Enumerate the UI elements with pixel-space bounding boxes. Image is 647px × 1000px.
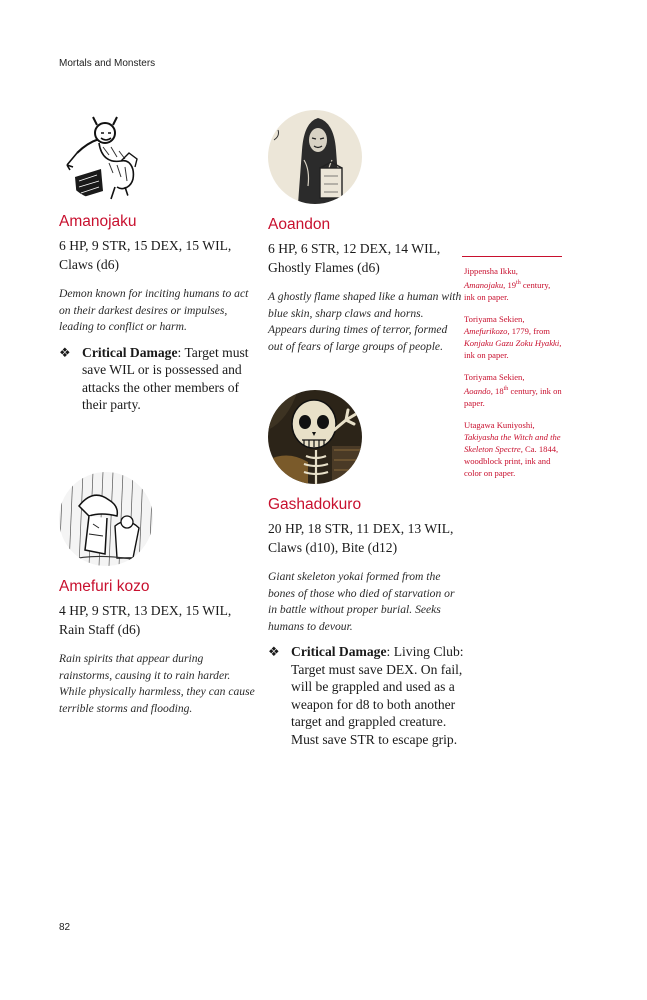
credit-date: 18 <box>495 385 504 396</box>
credit-date: 19 <box>507 279 517 290</box>
credit-details: century, ink on paper. <box>464 279 551 302</box>
monster-description: A ghostly flame shaped like a human with blue skin, sharp claws and horns. Appears during times of terror, formed out of fears of large groups of people. <box>268 290 462 353</box>
credit-title: Amefurikozo, <box>464 325 510 336</box>
credit-date-suffix: th <box>503 385 509 392</box>
image-credit <box>464 265 562 303</box>
critical-damage-text: : Living Club: Target must save DEX. On fail, will be grappled and used as a weapon for d8 to both another target and grappled creature. Must save STR to escape grip. <box>291 644 464 747</box>
credit-date: 1779, from <box>509 325 550 336</box>
giant-skeleton-illustration-icon <box>268 390 362 484</box>
monster-description: Demon known for inciting humans to act on their darkest desires or impulses, leading to conflict or harm. <box>59 287 249 333</box>
credit-date: Ca. 1844, woodblock print, ink and color on paper. <box>464 443 559 478</box>
monster-entry-gashadokuro <box>268 390 464 748</box>
monster-entry-amanojaku <box>59 107 255 414</box>
monster-name: Gashadokuro <box>268 496 362 513</box>
page-number: 82 <box>59 922 71 933</box>
diamond-bullet-icon: ❖ <box>268 644 280 659</box>
diamond-bullet-icon: ❖ <box>59 344 71 360</box>
credit-artist: Jippensha Ikku, <box>464 266 518 276</box>
image-credit <box>464 419 562 479</box>
critical-damage-label: Critical Damage <box>291 644 387 659</box>
critical-damage-text: : Target must save WIL or is possessed and attacks the other members of their party. <box>82 344 249 412</box>
monster-entry-amefuri-kozo <box>59 472 255 725</box>
image-credit <box>464 371 562 409</box>
credit-title: Aoando, <box>464 385 493 396</box>
oni-illustration-icon <box>59 107 153 201</box>
monster-stats: 6 HP, 9 STR, 15 DEX, 15 WIL, Claws (d6) <box>59 238 232 272</box>
monster-description: Rain spirits that appear during rainstorms, causing it to rain harder. While physically harmless, they can cause terrible storms and flooding. <box>59 652 255 715</box>
monster-stats: 4 HP, 9 STR, 13 DEX, 15 WIL, Rain Staff (d6) <box>59 603 232 637</box>
monster-name: Aoandon <box>268 216 331 233</box>
monster-description: Giant skeleton yokai formed from the bones of those who died of starvation or in battle without proper burial. Seeks humans to devour. <box>268 570 455 633</box>
monster-stats: 6 HP, 6 STR, 12 DEX, 14 WIL, Ghostly Flames (d6) <box>268 241 441 275</box>
credit-source: Konjaku Gazu Zoku Hyakki, <box>464 337 562 348</box>
image-credit <box>464 313 562 361</box>
credit-title: Takiyasha the Witch and the Skeleton Spectre, <box>464 431 561 454</box>
monster-name: Amanojaku <box>59 213 137 230</box>
credit-artist: Toriyama Sekien, <box>464 313 525 324</box>
critical-damage-label: Critical Damage <box>82 344 178 360</box>
sidebar-rule <box>462 256 562 257</box>
monster-entry-aoandon <box>268 110 464 363</box>
ghost-lantern-illustration-icon <box>268 110 362 204</box>
credit-date-suffix: th <box>516 280 521 286</box>
rain-spirit-illustration-icon <box>59 472 153 566</box>
credit-title: Amanojaku, <box>464 279 506 290</box>
image-credits-sidebar <box>462 256 562 489</box>
credit-details: ink on paper. <box>464 349 509 360</box>
monster-name: Amefuri kozo <box>59 578 150 595</box>
critical-damage-rule <box>59 344 255 414</box>
credit-artist: Utagawa Kuniyoshi, <box>464 419 535 430</box>
critical-damage-rule <box>268 643 464 748</box>
credit-details: century, ink on paper. <box>464 385 562 408</box>
monster-stats: 20 HP, 18 STR, 11 DEX, 13 WIL, Claws (d10), Bite (d12) <box>268 521 454 555</box>
credit-artist: Toriyama Sekien, <box>464 371 525 382</box>
running-head: Mortals and Monsters <box>59 58 156 69</box>
